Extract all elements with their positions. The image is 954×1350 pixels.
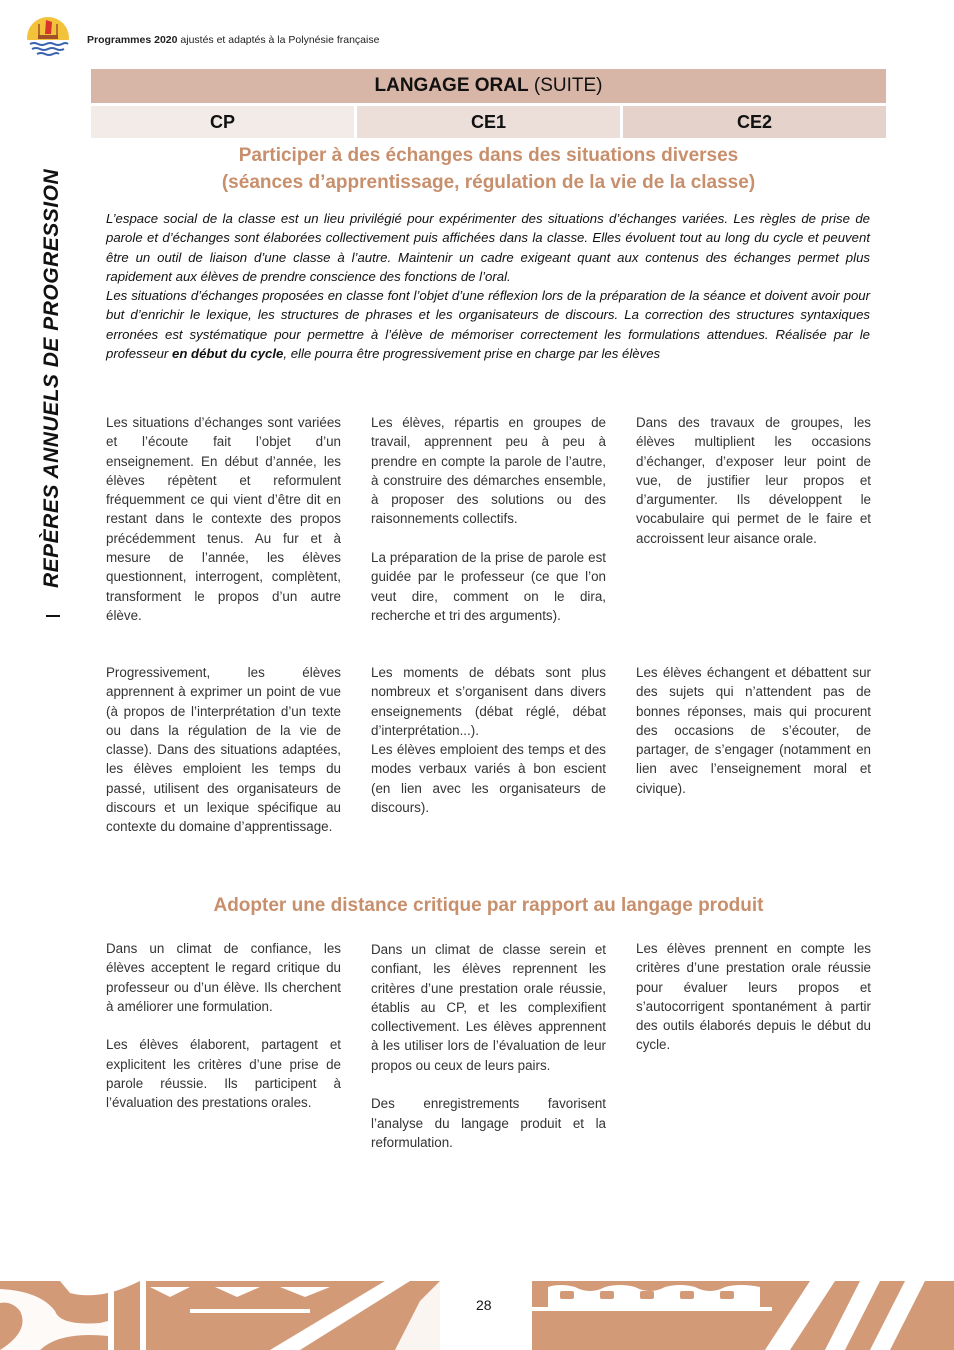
subject-suffix: (SUITE): [528, 75, 603, 96]
section2-ce1-text-1: Dans un climat de classe serein et confiant, les élèves reprennent les critères d’une prestation orale réussie, établis au CP, et les complexifient collectivement. Les élèves apprennent à les utiliser lors de l’évaluation de leur propos ou ceux de leurs pairs.: [371, 942, 606, 1073]
row2-ce1-text-2: Les élèves emploient des temps et des modes verbaux variés à bon escient (en lien avec les organisateurs de discours).: [371, 742, 606, 816]
page-number: 28: [476, 1297, 492, 1313]
section2-title: Adopter une distance critique par rapport au langage produit: [213, 895, 764, 916]
section1-title-line2: (séances d’apprentissage, régulation de la vie de la classe): [221, 172, 756, 193]
section2-cp-text-1: Dans un climat de confiance, les élèves acceptent le regard critique du professeur ou d’un élève. Ils cherchent à améliorer une formulation.: [106, 941, 341, 1014]
row1-ce1-text-2: La préparation de la prise de parole est guidée par le professeur (ce que l’on veut dire, comment on le dira, recherche et tri des arguments).: [371, 550, 606, 623]
section2-ce1-text-2: Des enregistrements favorisent l’analyse du langage produit et la reformulation.: [371, 1096, 606, 1150]
row2-ce2-cell: [636, 663, 871, 798]
section1-title-line1: Participer à des échanges dans des situations diverses: [238, 145, 739, 166]
level-ce1: CE1: [357, 106, 620, 138]
section2-ce1-cell: [371, 940, 606, 1152]
row1-ce2-cell: [636, 413, 871, 548]
subject-banner: [91, 69, 886, 103]
row1-cp-cell: [106, 413, 341, 625]
section2-ce2-cell: [636, 939, 871, 1055]
section2-cp-text-2: Les élèves élaborent, partagent et explicitent les critères d’une prise de parole réussie. Ils participent à l’évaluation des prestations orales.: [106, 1037, 341, 1111]
level-ce2: CE2: [623, 106, 886, 138]
header-subtitle: ajustés et adaptés à la Polynésie française: [177, 34, 380, 46]
row1-ce1-cell: [371, 413, 606, 625]
row2-ce2-text: Les élèves échangent et débattent sur des sujets qui n’attendent pas de bonnes réponses, mais qui procurent des occasions de s’écouter, de partager, de s’engager (notamment en lien avec l’enseignement moral et civique).: [636, 665, 871, 796]
document-header: [87, 34, 379, 46]
grade-level-header: [91, 106, 886, 138]
side-section-title: REPÈRES ANNUELS DE PROGRESSION: [40, 168, 63, 588]
row2-ce1-text-1: Les moments de débats sont plus nombreux et s’organisent dans divers enseignements (débat réglé, débat d’interprétation...).: [371, 665, 606, 738]
row1-cp-text: Les situations d’échanges sont variées et l’écoute fait l’objet d’un enseignement. En début d’année, les élèves répètent et reformulent fréquemment ce qui vient d’être dit en restant dans le contexte des propos précédemment tenus. Au fur et à mesure de l’année, les élèves questionnent, interrogent, complètent, transforment le propos d’un autre élève.: [106, 415, 341, 623]
row1-ce2-text: Dans des travaux de groupes, les élèves multiplient les occasions d’échanger, d’exposer leur point de vue, de justifier leur propos et d’argumenter. Ils développent le vocabulaire qui permet de le faire et accroissent leur aisance orale.: [636, 415, 871, 546]
level-cp: CP: [91, 106, 354, 138]
row2-cp-cell: [106, 663, 341, 837]
row1-ce1-text-1: Les élèves, répartis en groupes de travail, apprennent peu à peu à prendre en compte la parole de l’autre, à construire des démarches ensemble, à proposer des solutions ou des raisonnements collectifs.: [371, 415, 606, 527]
header-program-year: Programmes 2020: [87, 34, 178, 46]
section1-title: [91, 142, 886, 196]
section2-cp-cell: [106, 939, 341, 1113]
intro-p2-emphasis: en début du cycle: [171, 346, 284, 362]
subject-name: LANGAGE ORAL: [374, 75, 529, 96]
section1-intro: [106, 209, 870, 363]
side-marker: [46, 615, 60, 617]
intro-p2-text-a: Les situations d’échanges proposées en classe font l’objet d’une réflexion lors de la préparation de la séance et doivent avoir pour but d’enrichir le lexique, les structures de phrases et les organisateurs de discours. La correction des structures syntaxiques erronées est systématique pour permettre à l’élève de mémoriser correctement les formulations attendues. Réalisée par le professeur: [106, 288, 870, 362]
polynesia-emblem-logo: [24, 16, 72, 60]
row2-cp-text: Progressivement, les élèves apprennent à exprimer un point de vue (à propos de l’interprétation d’un texte ou dans la régulation de la vie de classe). Dans des situations adaptées, les élèves emploient les temps du passé, utilisent des organisateurs de discours et un lexique spécifique au contexte du domaine d’apprentissage.: [106, 665, 341, 835]
section2-ce2-text: Les élèves prennent en compte les critères d’une prestation orale réussie pour évaluer leurs propos et s’autocorrigent spontanément à partir des outils élaborés depuis le début du cycle.: [636, 941, 871, 1053]
intro-p2-text-b: , elle pourra être progressivement prise en charge par les élèves: [283, 346, 661, 362]
intro-paragraph-1: L’espace social de la classe est un lieu privilégié pour expérimenter des situations d’échanges variées. Les règles de prise de parole et d’échanges sont élaborées collectivement puis affichées dans la classe. Elles évoluent tout au long du cycle et peuvent être un outil de liaison d’une classe à l’autre. Maintenir un cadre exigeant quant aux contenus des échanges permet plus rapidement aux élèves de prendre conscience des fonctions de l’oral.: [106, 211, 870, 284]
footer-tapa-pattern: [0, 1281, 954, 1350]
row2-ce1-cell: [371, 663, 606, 817]
intro-paragraph-2: [106, 286, 870, 363]
